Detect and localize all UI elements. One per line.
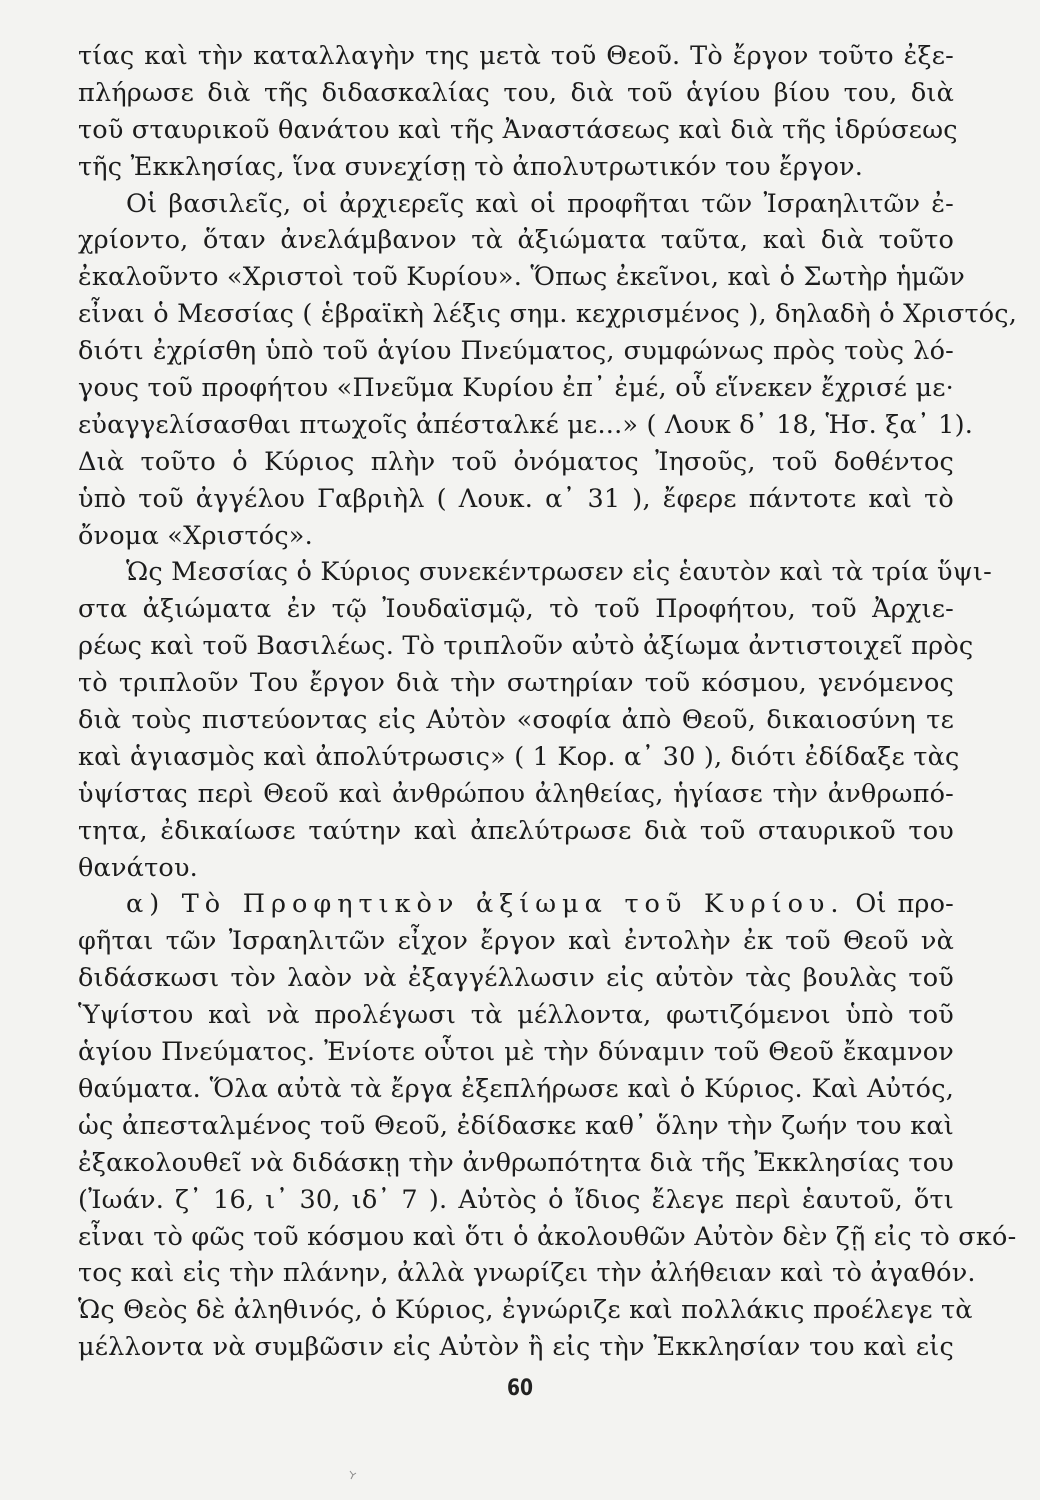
paragraph-start-line: Ὡς Μεσσίας ὁ Κύριος συνεκέντρωσεν εἰς ἑαυτὸν καὶ τὰ τρία ὕψι- <box>126 557 992 588</box>
page-number: 60 <box>506 1376 534 1401</box>
text-line: ἐκαλοῦντο «Χριστοὶ τοῦ Κυρίου». Ὅπως ἐκεῖνοι, καὶ ὁ Σωτὴρ ἡμῶν <box>78 262 965 293</box>
body-text <box>78 38 1018 1366</box>
text-line: ἁγίου Πνεύματος. Ἐνίοτε οὗτοι μὲ τὴν δύναμιν τοῦ Θεοῦ ἔκαμνον <box>78 1037 954 1068</box>
text-line: θαύματα. Ὅλα αὐτὰ τὰ ἔργα ἐξεπλήρωσε καὶ ὁ Κύριος. Καὶ Αὐτός, <box>78 1073 954 1104</box>
text-line: ρέως καὶ τοῦ Βασιλέως. Τὸ τριπλοῦν αὐτὸ ἀξίωμα ἀντιστοιχεῖ πρὸς <box>78 631 974 662</box>
text-line: διδάσκωσι τὸν λαὸν νὰ ἐξαγγέλλωσιν εἰς αὐτὸν τὰς βουλὰς τοῦ <box>78 963 954 994</box>
text-line: ὄνομα «Χριστός». <box>78 520 313 551</box>
text-line: τοῦ σταυρικοῦ θανάτου καὶ τῆς Ἀναστάσεως καὶ διὰ τῆς ἱδρύσεως <box>78 114 958 145</box>
text-line: τος καὶ εἰς τὴν πλάνην, ἀλλὰ γνωρίζει τὴν ἀλήθειαν καὶ τὸ ἀγαθόν. <box>78 1258 976 1289</box>
section-heading-line <box>78 886 954 923</box>
text-line: τητα, ἐδικαίωσε ταύτην καὶ ἀπελύτρωσε διὰ τοῦ σταυρικοῦ του <box>78 815 954 846</box>
text-line: Ὡς Θεὸς δὲ ἀληθινός, ὁ Κύριος, ἐγνώριζε καὶ πολλάκις προέλεγε τὰ <box>78 1295 973 1326</box>
text-line: ἐξακολουθεῖ νὰ διδάσκῃ τὴν ἀνθρωπότητα διὰ τῆς Ἐκκλησίας του <box>78 1147 954 1178</box>
text-line: Διὰ τοῦτο ὁ Κύριος πλὴν τοῦ ὀνόματος Ἰησοῦς, τοῦ δοθέντος <box>78 446 954 477</box>
text-line: Ὑψίστου καὶ νὰ προλέγωσι τὰ μέλλοντα, φωτιζόμενοι ὑπὸ τοῦ <box>78 1000 954 1031</box>
text-line: (Ἰωάν. ζ᾽ 16, ι᾽ 30, ιδ᾽ 7 ). Αὐτὸς ὁ ἴδιος ἔλεγε περὶ ἑαυτοῦ, ὅτι <box>78 1184 954 1215</box>
text-line: χρίοντο, ὅταν ἀνελάμβανον τὰ ἀξιώματα ταῦτα, καὶ διὰ τοῦτο <box>78 225 954 256</box>
text-line: τῆς Ἐκκλησίας, ἵνα συνεχίσῃ τὸ ἀπολυτρωτικόν του ἔργον. <box>78 151 864 182</box>
text-line: πλήρωσε διὰ τῆς διδασκαλίας του, διὰ τοῦ ἁγίου βίου του, διὰ <box>78 77 954 108</box>
text-line: εἶναι τὸ φῶς τοῦ κόσμου καὶ ὅτι ὁ ἀκολουθῶν Αὐτὸν δὲν ζῇ εἰς τὸ σκό- <box>78 1221 1017 1252</box>
text-line: διότι ἐχρίσθη ὑπὸ τοῦ ἁγίου Πνεύματος, συμφώνως πρὸς τοὺς λό- <box>78 336 954 367</box>
text-line: θανάτου. <box>78 852 198 883</box>
text-line: φῆται τῶν Ἰσραηλιτῶν εἶχον ἔργον καὶ ἐντολὴν ἐκ τοῦ Θεοῦ νὰ <box>78 926 954 957</box>
text-line: ὡς ἀπεσταλμένος τοῦ Θεοῦ, ἐδίδασκε καθ᾽ ὅλην τὴν ζωήν του καὶ <box>78 1110 954 1141</box>
text-line: στα ἀξιώματα ἐν τῷ Ἰουδαϊσμῷ, τὸ τοῦ Προφήτου, τοῦ Ἀρχιε- <box>78 594 954 625</box>
text-line: ὑπὸ τοῦ ἀγγέλου Γαβριὴλ ( Λουκ. α᾽ 31 ), ἔφερε πάντοτε καὶ τὸ <box>78 483 954 514</box>
text-line: καὶ ἁγιασμὸς καὶ ἀπολύτρωσις» ( 1 Κορ. α᾽ 30 ), διότι ἐδίδαξε τὰς <box>78 741 960 772</box>
ink-speck-mark <box>349 1470 357 1480</box>
section-heading-tail: Οἱ προ- <box>855 889 954 920</box>
text-line: διὰ τοὺς πιστεύοντας εἰς Αὐτὸν «σοφία ἀπὸ Θεοῦ, δικαιοσύνη τε <box>78 705 954 736</box>
text-line: μέλλοντα νὰ συμβῶσιν εἰς Αὐτὸν ἢ εἰς τὴν Ἐκκλησίαν του καὶ εἰς <box>78 1332 954 1363</box>
text-line: εἶναι ὁ Μεσσίας ( ἑβραϊκὴ λέξις σημ. κεχρισμένος ), δηλαδὴ ὁ Χριστός, <box>78 299 1018 330</box>
text-line: ὑψίστας περὶ Θεοῦ καὶ ἀνθρώπου ἀληθείας, ἡγίασε τὴν ἀνθρωπό- <box>78 778 954 809</box>
section-heading: α) Τὸ Προφητικὸν ἀξίωμα τοῦ Κυρίου. <box>126 889 845 920</box>
text-line: γους τοῦ προφήτου «Πνεῦμα Κυρίου ἐπ᾽ ἐμέ, οὗ εἵνεκεν ἔχρισέ με· <box>78 373 954 404</box>
text-line: τίας καὶ τὴν καταλλαγὴν της μετὰ τοῦ Θεοῦ. Τὸ ἔργον τοῦτο ἐξε- <box>78 41 954 71</box>
paragraph-start-line: Οἱ βασιλεῖς, οἱ ἀρχιερεῖς καὶ οἱ προφῆται τῶν Ἰσραηλιτῶν ἐ- <box>126 188 954 219</box>
text-line: εὐαγγελίσασθαι πτωχοῖς ἀπέσταλκέ με...» ( Λουκ δ᾽ 18, Ἡσ. ξα᾽ 1). <box>78 409 974 440</box>
text-line: τὸ τριπλοῦν Του ἔργον διὰ τὴν σωτηρίαν τοῦ κόσμου, γενόμενος <box>78 668 954 699</box>
